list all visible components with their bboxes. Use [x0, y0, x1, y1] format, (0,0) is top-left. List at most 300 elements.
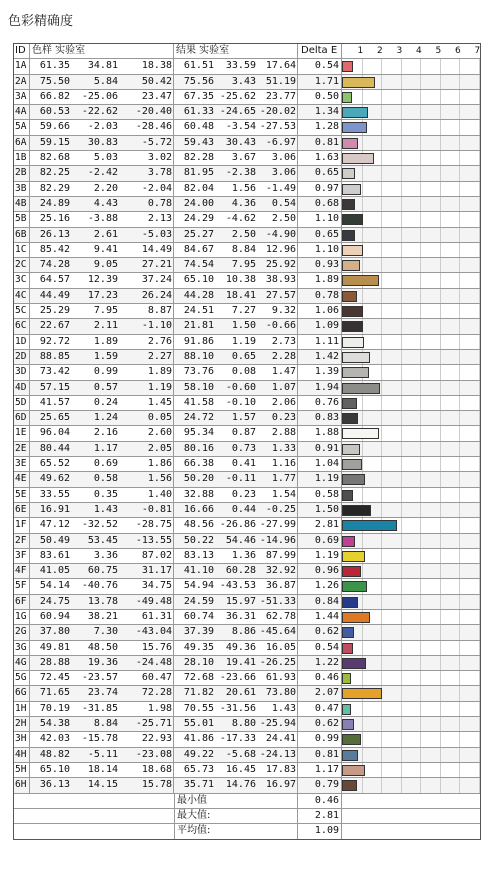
- gridline: [479, 671, 480, 685]
- measured-lab-value: 73.76: [183, 366, 214, 378]
- delta-e-bar-cell: [342, 90, 480, 104]
- measured-lab-value: 0.41: [231, 458, 256, 470]
- reference-lab-value: 61.31: [141, 610, 172, 622]
- gridline: [362, 90, 363, 104]
- measured-lab: [174, 702, 298, 716]
- reference-lab-value: 0.24: [93, 396, 118, 408]
- patch-id: 5H: [14, 763, 30, 777]
- reference-lab-value: -22.62: [81, 106, 118, 118]
- measured-lab-value: 16.05: [265, 641, 296, 653]
- measured-lab-value: 36.31: [225, 610, 256, 622]
- measured-lab-value: 23.77: [265, 90, 296, 102]
- measured-lab-value: 49.35: [183, 641, 214, 653]
- gridline: [479, 273, 480, 287]
- table-row: [14, 457, 480, 472]
- reference-lab: [30, 350, 174, 364]
- gridline: [381, 442, 382, 456]
- reference-lab-value: 7.30: [93, 626, 118, 638]
- table-row: [14, 59, 480, 74]
- reference-lab-value: 50.49: [39, 534, 70, 546]
- reference-lab-value: 25.29: [39, 305, 70, 317]
- measured-lab-value: 54.46: [225, 534, 256, 546]
- summary-spacer: [14, 824, 174, 839]
- reference-lab-value: 1.17: [93, 442, 118, 454]
- gridline: [362, 166, 363, 180]
- reference-lab: [30, 641, 174, 655]
- measured-lab-value: -45.64: [259, 626, 296, 638]
- gridline: [381, 610, 382, 624]
- delta-e-bar: [342, 291, 357, 302]
- gridline: [381, 289, 382, 303]
- measured-lab-value: 38.93: [265, 274, 296, 286]
- header-reference: 色样 实验室: [30, 44, 174, 58]
- header-id: ID: [14, 44, 30, 58]
- gridline: [362, 732, 363, 746]
- reference-lab-value: 34.75: [141, 580, 172, 592]
- gridline: [459, 625, 460, 639]
- measured-lab-value: 0.73: [231, 442, 256, 454]
- header-scale: [342, 44, 480, 58]
- delta-e-bar-cell: [342, 610, 480, 624]
- measured-lab-value: 17.64: [265, 60, 296, 72]
- table-row: [14, 411, 480, 426]
- reference-lab-value: -24.48: [135, 656, 172, 668]
- reference-lab: [30, 671, 174, 685]
- measured-lab: [174, 442, 298, 456]
- delta-e-bar-cell: [342, 304, 480, 318]
- gridline: [420, 90, 421, 104]
- reference-lab: [30, 228, 174, 242]
- delta-e-bar-cell: [342, 273, 480, 287]
- gridline: [479, 289, 480, 303]
- gridline: [459, 120, 460, 134]
- table-row: [14, 105, 480, 120]
- measured-lab-value: 3.67: [231, 152, 256, 164]
- measured-lab: [174, 564, 298, 578]
- gridline: [479, 641, 480, 655]
- reference-lab-value: 7.95: [93, 305, 118, 317]
- reference-lab-value: 61.35: [39, 60, 70, 72]
- reference-lab-value: 53.45: [87, 534, 118, 546]
- gridline: [401, 717, 402, 731]
- gridline: [440, 319, 441, 333]
- gridline: [459, 228, 460, 242]
- measured-lab: [174, 595, 298, 609]
- delta-e-bar: [342, 627, 354, 638]
- measured-lab: [174, 763, 298, 777]
- gridline: [362, 625, 363, 639]
- gridline: [479, 120, 480, 134]
- measured-lab-value: 95.34: [183, 427, 214, 439]
- gridline: [420, 625, 421, 639]
- patch-id: 6H: [14, 778, 30, 792]
- gridline: [381, 75, 382, 89]
- gridline: [381, 151, 382, 165]
- measured-lab-value: 49.22: [183, 748, 214, 760]
- delta-e-bar: [342, 260, 360, 271]
- gridline: [381, 381, 382, 395]
- reference-lab-value: -20.40: [135, 106, 172, 118]
- scale-tick-label: 2: [377, 46, 383, 56]
- delta-e-bar-cell: [342, 350, 480, 364]
- gridline: [459, 518, 460, 532]
- gridline: [440, 105, 441, 119]
- gridline: [381, 488, 382, 502]
- gridline: [362, 197, 363, 211]
- reference-lab-value: 85.42: [39, 243, 70, 255]
- patch-id: 2A: [14, 75, 30, 89]
- measured-lab-value: -23.66: [219, 672, 256, 684]
- gridline: [459, 197, 460, 211]
- table-row: [14, 671, 480, 686]
- gridline: [440, 75, 441, 89]
- gridline: [381, 396, 382, 410]
- reference-lab-value: 1.43: [93, 503, 118, 515]
- measured-lab: [174, 197, 298, 211]
- measured-lab: [174, 686, 298, 700]
- measured-lab: [174, 166, 298, 180]
- reference-lab-value: 60.53: [39, 106, 70, 118]
- measured-lab-value: 82.28: [183, 152, 214, 164]
- reference-lab-value: 14.49: [141, 243, 172, 255]
- patch-id: 5E: [14, 488, 30, 502]
- gridline: [420, 273, 421, 287]
- delta-e-bar-cell: [342, 212, 480, 226]
- gridline: [420, 304, 421, 318]
- reference-lab: [30, 289, 174, 303]
- measured-lab-value: 80.16: [183, 442, 214, 454]
- delta-e-value: 0.84: [298, 595, 342, 609]
- measured-lab: [174, 59, 298, 73]
- delta-e-bar: [342, 275, 379, 286]
- table-row: [14, 151, 480, 166]
- reference-lab-value: 0.69: [93, 458, 118, 470]
- delta-e-value: 0.78: [298, 289, 342, 303]
- gridline: [420, 442, 421, 456]
- measured-lab-value: -3.54: [225, 121, 256, 133]
- measured-lab-value: 9.32: [271, 305, 296, 317]
- reference-lab-value: -2.03: [87, 121, 118, 133]
- reference-lab-value: 50.42: [141, 75, 172, 87]
- delta-e-bar: [342, 673, 351, 684]
- reference-lab-value: -3.88: [87, 213, 118, 225]
- gridline: [420, 75, 421, 89]
- delta-e-value: 1.94: [298, 381, 342, 395]
- gridline: [479, 717, 480, 731]
- gridline: [381, 503, 382, 517]
- gridline: [440, 212, 441, 226]
- patch-id: 4H: [14, 748, 30, 762]
- gridline: [479, 442, 480, 456]
- gridline: [420, 641, 421, 655]
- reference-lab-value: 2.05: [147, 442, 172, 454]
- measured-lab-value: 60.28: [225, 565, 256, 577]
- measured-lab-value: -25.94: [259, 718, 296, 730]
- gridline: [401, 182, 402, 196]
- gridline: [381, 304, 382, 318]
- patch-id: 1F: [14, 518, 30, 532]
- measured-lab-value: 0.23: [231, 488, 256, 500]
- measured-lab-value: 10.38: [225, 274, 256, 286]
- table-row: [14, 534, 480, 549]
- gridline: [420, 503, 421, 517]
- reference-lab-value: 3.78: [147, 167, 172, 179]
- reference-lab-value: 54.14: [39, 580, 70, 592]
- measured-lab: [174, 671, 298, 685]
- gridline: [459, 212, 460, 226]
- gridline: [401, 656, 402, 670]
- table-row: [14, 426, 480, 441]
- gridline: [420, 426, 421, 440]
- table-row: [14, 396, 480, 411]
- delta-e-value: 0.47: [298, 702, 342, 716]
- measured-lab-value: 1.16: [271, 458, 296, 470]
- gridline: [401, 105, 402, 119]
- measured-lab-value: 41.10: [183, 565, 214, 577]
- reference-lab-value: 1.89: [93, 335, 118, 347]
- summary-row: [14, 809, 480, 824]
- reference-lab: [30, 273, 174, 287]
- gridline: [479, 732, 480, 746]
- gridline: [479, 686, 480, 700]
- gridline: [362, 564, 363, 578]
- delta-e-bar: [342, 214, 363, 225]
- gridline: [459, 442, 460, 456]
- scale-tick-label: 6: [455, 46, 461, 56]
- gridline: [401, 365, 402, 379]
- patch-id: 2G: [14, 625, 30, 639]
- gridline: [401, 304, 402, 318]
- gridline: [401, 641, 402, 655]
- gridline: [440, 136, 441, 150]
- reference-lab-value: 48.82: [39, 748, 70, 760]
- gridline: [479, 258, 480, 272]
- summary-spacer: [14, 794, 174, 808]
- measured-lab-value: 8.84: [231, 243, 256, 255]
- measured-lab-value: -27.99: [259, 519, 296, 531]
- reference-lab-value: 74.28: [39, 259, 70, 271]
- gridline: [401, 381, 402, 395]
- patch-id: 1E: [14, 426, 30, 440]
- reference-lab-value: 2.11: [93, 320, 118, 332]
- reference-lab: [30, 426, 174, 440]
- reference-lab: [30, 595, 174, 609]
- table-row: [14, 442, 480, 457]
- table-row: [14, 549, 480, 564]
- reference-lab: [30, 472, 174, 486]
- gridline: [459, 671, 460, 685]
- gridline: [440, 641, 441, 655]
- delta-e-bar: [342, 566, 361, 577]
- gridline: [459, 304, 460, 318]
- measured-lab-value: 7.27: [231, 305, 256, 317]
- delta-e-bar: [342, 734, 361, 745]
- measured-lab-value: 32.88: [183, 488, 214, 500]
- reference-lab-value: 73.42: [39, 366, 70, 378]
- gridline: [459, 426, 460, 440]
- table-row: [14, 641, 480, 656]
- gridline: [459, 579, 460, 593]
- gridline: [381, 136, 382, 150]
- delta-e-value: 1.10: [298, 212, 342, 226]
- delta-e-value: 1.50: [298, 503, 342, 517]
- delta-e-bar: [342, 168, 355, 179]
- gridline: [479, 228, 480, 242]
- reference-lab-value: 23.47: [141, 90, 172, 102]
- measured-lab: [174, 258, 298, 272]
- gridline: [420, 212, 421, 226]
- measured-lab-value: 20.61: [225, 687, 256, 699]
- delta-e-bar: [342, 688, 382, 699]
- reference-lab-value: 37.80: [39, 626, 70, 638]
- delta-e-bar-cell: [342, 534, 480, 548]
- reference-lab-value: 3.02: [147, 152, 172, 164]
- delta-e-bar-cell: [342, 243, 480, 257]
- patch-id: 3A: [14, 90, 30, 104]
- gridline: [459, 457, 460, 471]
- delta-e-bar-cell: [342, 136, 480, 150]
- reference-lab-value: 71.65: [39, 687, 70, 699]
- delta-e-bar-cell: [342, 197, 480, 211]
- measured-lab-value: 71.82: [183, 687, 214, 699]
- gridline: [440, 625, 441, 639]
- reference-lab-value: 44.49: [39, 289, 70, 301]
- gridline: [440, 717, 441, 731]
- reference-lab-value: -28.75: [135, 519, 172, 531]
- delta-e-bar-cell: [342, 686, 480, 700]
- gridline: [381, 549, 382, 563]
- reference-lab-value: -2.42: [87, 167, 118, 179]
- gridline: [381, 534, 382, 548]
- gridline: [401, 411, 402, 425]
- delta-e-bar: [342, 704, 351, 715]
- gridline: [362, 182, 363, 196]
- gridline: [362, 534, 363, 548]
- scale-tick-label: 1: [357, 46, 364, 56]
- gridline: [440, 656, 441, 670]
- measured-lab: [174, 472, 298, 486]
- reference-lab-value: 0.05: [147, 412, 172, 424]
- measured-lab-value: -31.56: [219, 702, 256, 714]
- gridline: [420, 472, 421, 486]
- gridline: [401, 426, 402, 440]
- delta-e-bar: [342, 444, 360, 455]
- summary-spacer: [14, 809, 174, 823]
- gridline: [420, 717, 421, 731]
- gridline: [440, 273, 441, 287]
- gridline: [440, 472, 441, 486]
- delta-e-bar: [342, 61, 353, 72]
- measured-lab-value: 55.01: [183, 718, 214, 730]
- measured-lab: [174, 120, 298, 134]
- measured-lab: [174, 90, 298, 104]
- delta-e-value: 1.71: [298, 75, 342, 89]
- measured-lab-value: 25.92: [265, 259, 296, 271]
- measured-lab-value: 1.57: [231, 412, 256, 424]
- gridline: [420, 518, 421, 532]
- measured-lab: [174, 426, 298, 440]
- delta-e-bar-cell: [342, 641, 480, 655]
- delta-e-bar: [342, 107, 368, 118]
- patch-id: 5G: [14, 671, 30, 685]
- gridline: [440, 426, 441, 440]
- table-row: [14, 717, 480, 732]
- reference-lab-value: -13.55: [135, 534, 172, 546]
- gridline: [440, 289, 441, 303]
- measured-lab-value: 0.44: [231, 503, 256, 515]
- measured-lab-value: 16.45: [225, 763, 256, 775]
- gridline: [401, 763, 402, 777]
- gridline: [479, 411, 480, 425]
- patch-id: 3H: [14, 732, 30, 746]
- reference-lab-value: 24.75: [39, 595, 70, 607]
- gridline: [440, 732, 441, 746]
- gridline: [479, 748, 480, 762]
- delta-e-bar-cell: [342, 732, 480, 746]
- gridline: [479, 304, 480, 318]
- reference-lab-value: 25.65: [39, 412, 70, 424]
- reference-lab: [30, 381, 174, 395]
- gridline: [381, 120, 382, 134]
- delta-e-bar: [342, 459, 362, 470]
- patch-id: 6A: [14, 136, 30, 150]
- measured-lab-value: 7.95: [231, 259, 256, 271]
- reference-lab-value: 1.24: [93, 412, 118, 424]
- gridline: [420, 243, 421, 257]
- reference-lab-value: 88.85: [39, 350, 70, 362]
- measured-lab-value: 88.10: [183, 350, 214, 362]
- gridline: [420, 182, 421, 196]
- gridline: [440, 243, 441, 257]
- delta-e-bar-cell: [342, 151, 480, 165]
- patch-id: 2F: [14, 534, 30, 548]
- measured-lab: [174, 579, 298, 593]
- measured-lab: [174, 319, 298, 333]
- delta-e-bar-cell: [342, 365, 480, 379]
- reference-lab-value: 2.76: [147, 335, 172, 347]
- delta-e-value: 1.09: [298, 319, 342, 333]
- gridline: [479, 381, 480, 395]
- delta-e-value: 1.39: [298, 365, 342, 379]
- table-row: [14, 258, 480, 273]
- delta-e-bar: [342, 321, 363, 332]
- reference-lab: [30, 748, 174, 762]
- gridline: [401, 258, 402, 272]
- delta-e-bar: [342, 551, 365, 562]
- gridline: [381, 595, 382, 609]
- gridline: [479, 472, 480, 486]
- reference-lab-value: -25.06: [81, 90, 118, 102]
- gridline: [381, 243, 382, 257]
- reference-lab: [30, 564, 174, 578]
- gridline: [362, 396, 363, 410]
- gridline: [420, 564, 421, 578]
- reference-lab-value: 19.36: [87, 656, 118, 668]
- reference-lab-value: 72.28: [141, 687, 172, 699]
- measured-lab-value: 0.54: [271, 197, 296, 209]
- measured-lab: [174, 610, 298, 624]
- reference-lab-value: 17.23: [87, 289, 118, 301]
- measured-lab-value: 0.65: [231, 350, 256, 362]
- measured-lab-value: 27.57: [265, 289, 296, 301]
- reference-lab-value: 25.16: [39, 213, 70, 225]
- table-row: [14, 579, 480, 594]
- gridline: [440, 120, 441, 134]
- delta-e-bar-cell: [342, 472, 480, 486]
- delta-e-bar: [342, 352, 370, 363]
- delta-e-bar: [342, 92, 352, 103]
- gridline: [459, 75, 460, 89]
